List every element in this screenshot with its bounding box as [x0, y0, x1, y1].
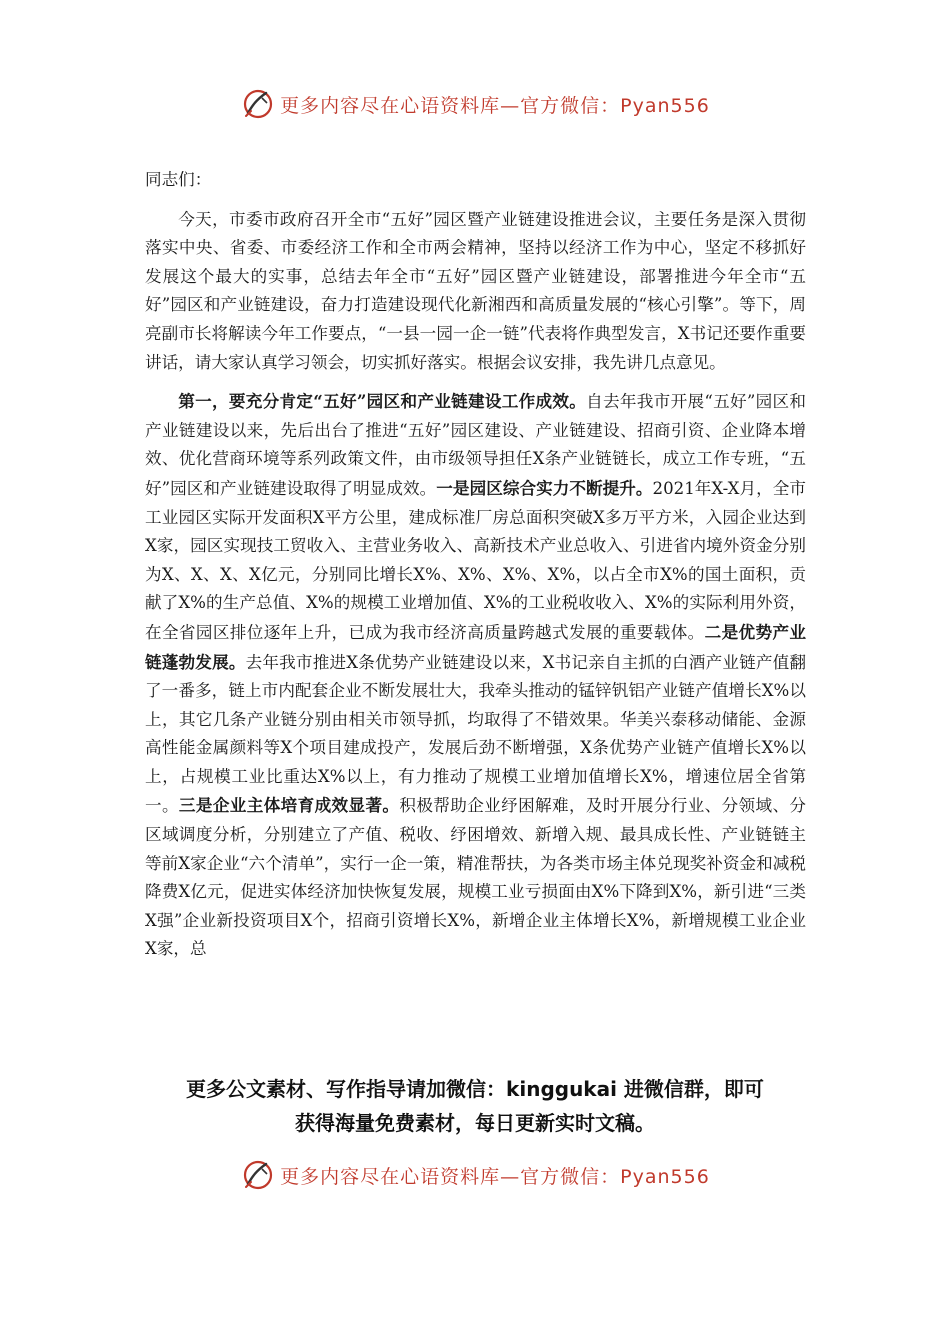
point3-text: 积极帮助企业纾困解难，及时开展分行业、分领域、分区域调度分析，分别建立了产值、税收、纾困增效、新增入规、最具成长性、产业链链主等前X家企业“六个清单”，实行一企一策，精准帮扶，为各类市场主体兑现奖补资金和减税降费X亿元，促进实体经济加快恢复发展，规模工业亏损面由X%下降到X%，新引进“三类X强”企业新投资项目X个，招商引资增长X%，新增企业主体增长X%，新增规模工业企业X家，总 [145, 796, 807, 959]
section-heading: 第一，要充分肯定“五好”园区和产业链建设工作成效。 [178, 391, 587, 412]
wechat-id: Pyan556 [620, 1165, 710, 1188]
wechat-id: Pyan556 [620, 94, 710, 117]
paragraph-first-point [145, 387, 806, 964]
promo-line-2: 获得海量免费素材，每日更新实时文稿。 [295, 1111, 655, 1135]
promo-block [120, 1072, 830, 1140]
paragraph-intro: 今天，市委市政府召开全市“五好”园区暨产业链建设推进会议，主要任务是深入贯彻落实中央、省委、市委经济工作和全市两会精神，坚持以经济工作为中心，坚定不移抓好发展这个最大的实事，总结去年全市“五好”园区暨产业链建设，部署推进今年全市“五好”园区和产业链建设，奋力打造建设现代化新湘西和高质量发展的“核心引擎”。等下，周亮副市长将解读今年工作要点，“一县一园一企一链”代表将作典型发言，X书记还要作重要讲话，请大家认真学习领会，切实抓好落实。根据会议安排，我先讲几点意见。 [145, 209, 806, 372]
banner-text [280, 91, 710, 118]
salutation: 同志们： [145, 170, 212, 189]
point1-text: 2021年X-X月，全市工业园区实际开发面积X平方公里，建成标准厂房总面积突破X多万平方米，入园企业达到X家，园区实现技工贸收入、主营业务收入、高新技术产业总收入、引进省内境外资金分别为X、X、X、X亿元，分别同比增长X%、X%、X%、X%，以占全市X%的国土面积，贡献了X%的生产总值、X%的规模工业增加值、X%的工业税收收入、X%的实际利用外资，在全省园区排位逐年上升，已成为我市经济高质量跨越式发展的重要载体。 [145, 478, 807, 642]
point3-heading: 三是企业主体培育成效显著。 [178, 795, 400, 816]
banner-text [280, 1162, 710, 1189]
pen-logo-icon [240, 1157, 276, 1193]
promo-line-1: 更多公文素材、写作指导请加微信：kinggukai 进微信群，即可 [186, 1077, 764, 1101]
banner-label: 更多内容尽在心语资料库—官方微信： [280, 94, 621, 117]
document-body [145, 166, 806, 974]
banner-label: 更多内容尽在心语资料库—官方微信： [280, 1165, 621, 1188]
section-intro: 自去年我市开展“五好”园区和产业链建设以来，先后出台了推进“五好”园区建设、产业链建设、招商引资、企业降本增效、优化营商环境等系列政策文件，由市级领导担任X条产业链链长，成立工作专班，“五好”园区和产业链建设取得了明显成效。 [145, 392, 806, 498]
point1-heading: 一是园区综合实力不断提升。 [436, 477, 653, 498]
point2-heading: 二是优势产业链蓬勃发展。 [145, 621, 807, 672]
header-banner [0, 84, 950, 124]
pen-logo-icon [240, 86, 276, 122]
point2-text: 去年我市推进X条优势产业链建设以来，X书记亲自主抓的白酒产业链产值翻了一番多，链上市内配套企业不断发展壮大，我牵头推动的锰锌钒铝产业链产值增长X%以上，其它几条产业链分别由相关市领导抓，均取得了不错效果。华美兴泰移动储能、金源高性能金属颜料等X个项目建成投产，发展后劲不断增强，X条优势产业链产值增长X%以上，占规模工业比重达X%以上，有力推动了规模工业增加值增长X%，增速位居全省第一。 [145, 652, 807, 816]
footer-banner [0, 1155, 950, 1195]
